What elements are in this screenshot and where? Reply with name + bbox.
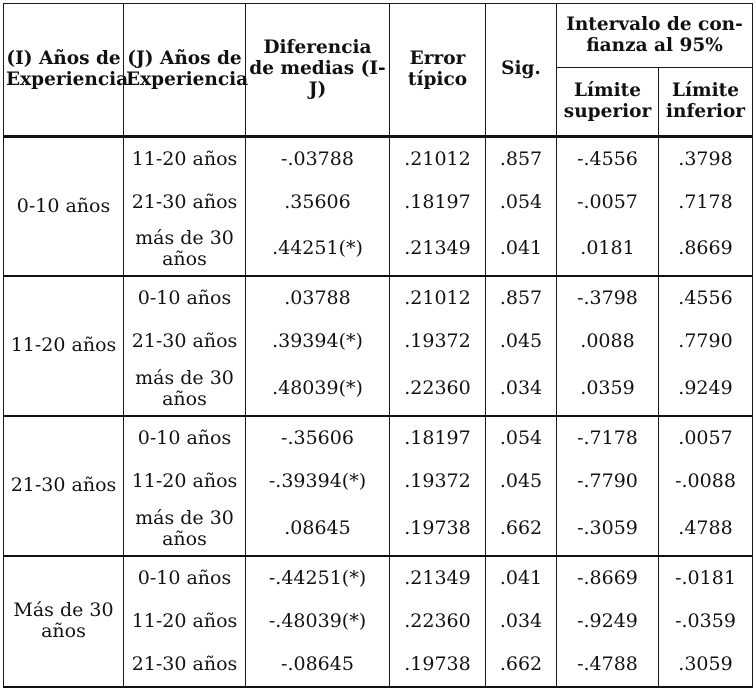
- ci-upper-value: -.7178: [557, 416, 659, 460]
- ci-upper-value: -.0057: [557, 181, 659, 223]
- standard-error: .21012: [390, 137, 486, 181]
- mean-difference: .48039(*): [246, 363, 390, 417]
- comparison-years: 0-10 años: [124, 556, 246, 600]
- ci-lower-value: .7178: [659, 181, 753, 223]
- comparison-years: más de 30 años: [124, 223, 246, 276]
- standard-error: .21349: [390, 223, 486, 276]
- ci-lower-value: .9249: [659, 363, 753, 417]
- significance: .034: [486, 600, 557, 642]
- header-i-years: (I) Años de Experiencia: [4, 4, 124, 137]
- standard-error: .19738: [390, 503, 486, 556]
- significance: .045: [486, 320, 557, 362]
- ci-lower-value: .0057: [659, 416, 753, 460]
- mean-difference: -.35606: [246, 416, 390, 460]
- ci-upper-value: -.3059: [557, 503, 659, 556]
- significance: .034: [486, 363, 557, 417]
- mean-difference: .08645: [246, 503, 390, 556]
- mean-difference: -.03788: [246, 137, 390, 181]
- comparison-years: 11-20 años: [124, 461, 246, 503]
- standard-error: .21012: [390, 276, 486, 320]
- table-body: [4, 137, 753, 688]
- ci-upper-value: -.7790: [557, 461, 659, 503]
- comparison-years: 0-10 años: [124, 416, 246, 460]
- significance: .045: [486, 461, 557, 503]
- comparison-years: 11-20 años: [124, 137, 246, 181]
- ci-lower-value: .4556: [659, 276, 753, 320]
- standard-error: .19738: [390, 643, 486, 688]
- comparison-years: 21-30 años: [124, 320, 246, 362]
- standard-error: .19372: [390, 461, 486, 503]
- ci-upper-value: -.9249: [557, 600, 659, 642]
- comparison-years: 11-20 años: [124, 600, 246, 642]
- header-ci-lower: Límite inferior: [659, 68, 753, 137]
- mean-difference: .03788: [246, 276, 390, 320]
- header-j-years: (J) Años de Experiencia: [124, 4, 246, 137]
- significance: .857: [486, 137, 557, 181]
- significance: .041: [486, 556, 557, 600]
- standard-error: .19372: [390, 320, 486, 362]
- ci-upper-value: .0088: [557, 320, 659, 362]
- table-row: [4, 556, 753, 600]
- comparison-years: 21-30 años: [124, 643, 246, 688]
- standard-error: .21349: [390, 556, 486, 600]
- header-significance: Sig.: [486, 4, 557, 137]
- ci-upper-value: -.3798: [557, 276, 659, 320]
- post-hoc-comparison-table: [3, 3, 753, 688]
- header-mean-difference: Diferencia de medias (I-J): [246, 4, 390, 137]
- ci-upper-value: .0181: [557, 223, 659, 276]
- standard-error: .18197: [390, 416, 486, 460]
- comparison-years: 0-10 años: [124, 276, 246, 320]
- significance: .054: [486, 181, 557, 223]
- significance: .662: [486, 643, 557, 688]
- group-label: 11-20 años: [4, 276, 124, 416]
- ci-lower-value: -.0181: [659, 556, 753, 600]
- table-row: [4, 137, 753, 181]
- comparison-years: 21-30 años: [124, 181, 246, 223]
- significance: .662: [486, 503, 557, 556]
- mean-difference: .44251(*): [246, 223, 390, 276]
- mean-difference: .39394(*): [246, 320, 390, 362]
- ci-upper-value: -.4788: [557, 643, 659, 688]
- standard-error: .22360: [390, 363, 486, 417]
- table-row: [4, 416, 753, 460]
- ci-lower-value: .4788: [659, 503, 753, 556]
- ci-lower-value: .3059: [659, 643, 753, 688]
- ci-lower-value: -.0088: [659, 461, 753, 503]
- ci-lower-value: -.0359: [659, 600, 753, 642]
- group-label: 0-10 años: [4, 137, 124, 276]
- standard-error: .22360: [390, 600, 486, 642]
- header-standard-error: Error típico: [390, 4, 486, 137]
- group-label: Más de 30 años: [4, 556, 124, 687]
- ci-lower-value: .3798: [659, 137, 753, 181]
- mean-difference: -.08645: [246, 643, 390, 688]
- comparison-years: más de 30 años: [124, 503, 246, 556]
- significance: .857: [486, 276, 557, 320]
- table-row: [4, 276, 753, 320]
- mean-difference: -.44251(*): [246, 556, 390, 600]
- ci-lower-value: .7790: [659, 320, 753, 362]
- significance: .041: [486, 223, 557, 276]
- ci-upper-value: -.8669: [557, 556, 659, 600]
- ci-lower-value: .8669: [659, 223, 753, 276]
- mean-difference: -.39394(*): [246, 461, 390, 503]
- header-confidence-interval: Intervalo de con-fianza al 95%: [557, 4, 753, 68]
- ci-upper-value: .0359: [557, 363, 659, 417]
- ci-upper-value: -.4556: [557, 137, 659, 181]
- mean-difference: .35606: [246, 181, 390, 223]
- mean-difference: -.48039(*): [246, 600, 390, 642]
- header-ci-upper: Límite superior: [557, 68, 659, 137]
- comparison-years: más de 30 años: [124, 363, 246, 417]
- significance: .054: [486, 416, 557, 460]
- standard-error: .18197: [390, 181, 486, 223]
- group-label: 21-30 años: [4, 416, 124, 555]
